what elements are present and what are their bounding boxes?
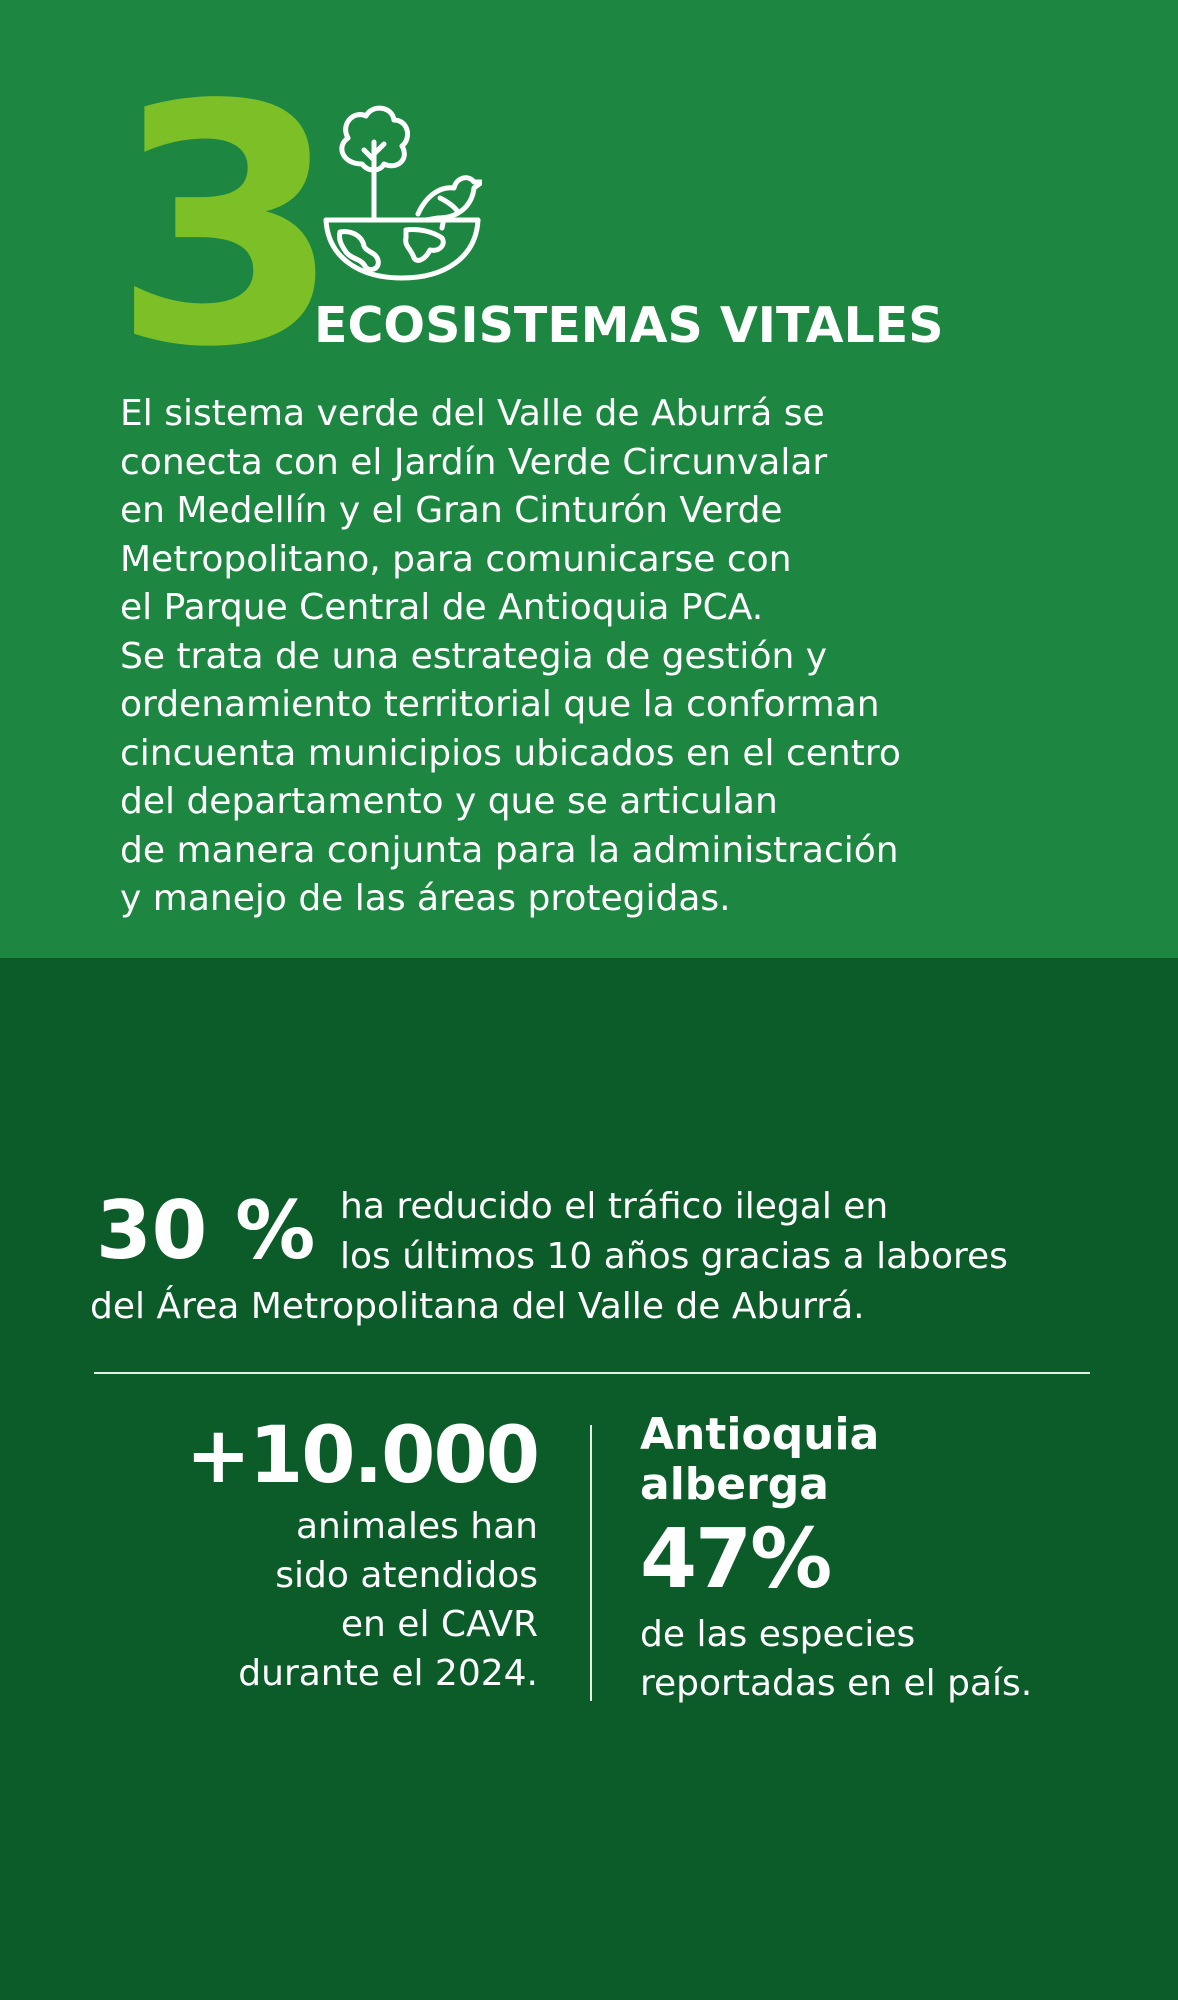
animals-stat-line: en el CAVR [340, 1604, 538, 1645]
trafficking-stat-line: ha reducido el tráfico ilegal en [340, 1186, 889, 1227]
intro-line: del departamento y que se articulan [120, 781, 778, 822]
species-stat-line: reportadas en el país. [640, 1663, 1033, 1704]
vertical-divider [590, 1425, 592, 1701]
horizontal-divider [94, 1372, 1090, 1374]
intro-paragraph [120, 390, 1120, 924]
intro-line: y manejo de las áreas protegidas. [120, 878, 731, 919]
animals-stat-line: animales han [295, 1506, 538, 1547]
section-title: ECOSISTEMAS VITALES [314, 297, 944, 354]
animals-stat-line: durante el 2024. [238, 1653, 538, 1694]
intro-line: Se trata de una estrategia de gestión y [120, 635, 828, 677]
intro-line: Metropolitano, para comunicarse con [120, 538, 792, 580]
intro-line: cincuenta municipios ubicados en el centro [120, 732, 901, 774]
species-stat-heading: Antioquia [640, 1409, 880, 1460]
animals-stat [100, 1410, 538, 1698]
intro-line: de manera conjunta para la administración [120, 829, 899, 871]
animals-stat-value: +10.000 [185, 1411, 538, 1501]
species-stat-line: de las especies [640, 1614, 916, 1655]
intro-line: ordenamiento territorial que la conforman [120, 684, 880, 725]
intro-panel [0, 0, 1178, 958]
intro-line: El sistema verde del Valle de Aburrá se [120, 393, 825, 434]
species-stat-heading: alberga [640, 1459, 829, 1510]
animals-stat-line: sido atendidos [275, 1555, 538, 1596]
trafficking-stat-value: 30 % [96, 1184, 316, 1277]
trafficking-stat-line: los últimos 10 años gracias a labores [340, 1236, 1008, 1277]
species-stat [640, 1410, 1160, 1708]
section-number: 3 [112, 35, 332, 419]
trafficking-stat-line: del Área Metropolitana del Valle de Aburrá. [90, 1286, 865, 1327]
intro-line: conecta con el Jardín Verde Circunvalar [120, 441, 828, 483]
intro-line: el Parque Central de Antioquia PCA. [120, 587, 764, 628]
intro-line: en Medellín y el Gran Cinturón Verde [120, 490, 783, 531]
species-stat-value: 47% [640, 1512, 831, 1607]
trafficking-stat-text [90, 1182, 1140, 1332]
tree-bird-globe-icon [322, 102, 482, 282]
